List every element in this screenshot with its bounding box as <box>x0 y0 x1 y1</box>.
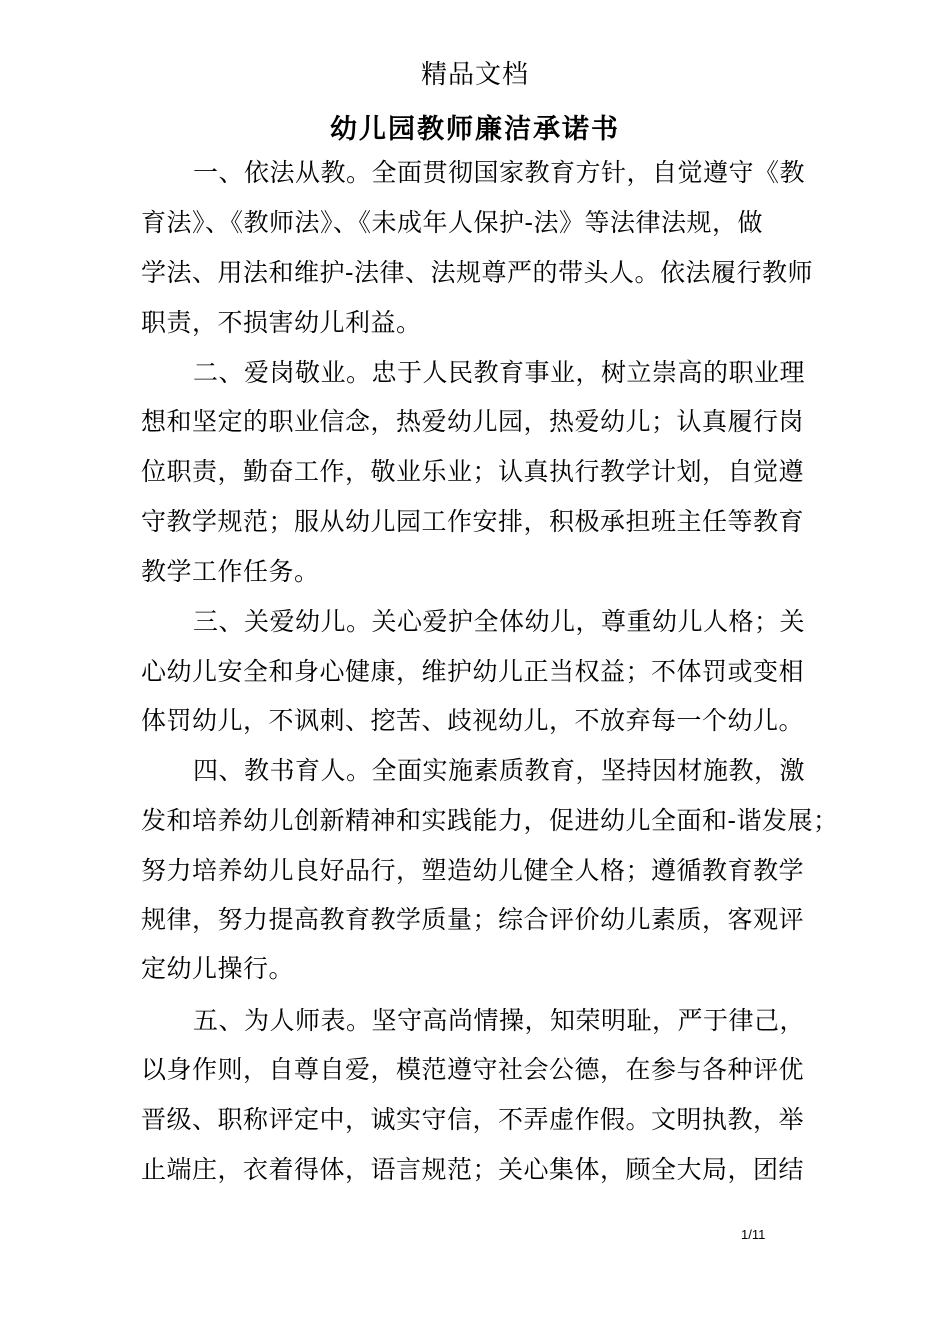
text-line: 想和坚定的职业信念，热爱幼儿园，热爱幼儿；认真履行岗 <box>141 407 805 436</box>
text-line: 一、依法从教。全面贯彻国家教育方针，自觉遵守《教 <box>193 158 806 187</box>
page-header-label: 精品文档 <box>420 60 529 90</box>
text-line: 晋级、职称评定中，诚实守信，不弄虚作假。文明执教，举 <box>141 1105 805 1134</box>
text-line: 以身作则，自尊自爱，模范遵守社会公德，在参与各种评优 <box>141 1055 805 1084</box>
text-line: 努力培养幼儿良好品行，塑造幼儿健全人格；遵循教育教学 <box>141 856 805 885</box>
text-line: 职责，不损害幼儿利益。 <box>141 308 422 337</box>
text-line: 位职责，勤奋工作，敬业乐业；认真执行教学计划，自觉遵 <box>141 457 805 486</box>
text-line: 学法、用法和维护-法律、法规尊严的带头人。依法履行教师 <box>141 258 813 287</box>
text-line: 二、爱岗敬业。忠于人民教育事业，树立崇高的职业理 <box>193 358 806 387</box>
text-line: 教学工作任务。 <box>141 557 320 586</box>
text-line: 止端庄，衣着得体，语言规范；关心集体，顾全大局，团结 <box>141 1155 805 1184</box>
text-line: 发和培养幼儿创新精神和实践能力，促进幼儿全面和-谐发展； <box>141 806 839 835</box>
text-line: 五、为人师表。坚守高尚情操，知荣明耻，严于律己， <box>193 1006 806 1035</box>
page-number: 1/11 <box>741 1227 766 1242</box>
text-line: 育法》、《教师法》、《未成年人保护-法》等法律法规，做 <box>141 208 763 237</box>
text-line: 三、关爱幼儿。关心爱护全体幼儿，尊重幼儿人格；关 <box>193 607 806 636</box>
text-line: 体罚幼儿，不讽刺、挖苦、歧视幼儿，不放弃每一个幼儿。 <box>141 706 805 735</box>
text-line: 规律，努力提高教育教学质量；综合评价幼儿素质，客观评 <box>141 905 805 934</box>
text-line: 四、教书育人。全面实施素质教育，坚持因材施教，激 <box>193 756 806 785</box>
text-line: 心幼儿安全和身心健康，维护幼儿正当权益；不体罚或变相 <box>141 657 805 686</box>
text-line: 定幼儿操行。 <box>141 954 295 983</box>
document-title: 幼儿园教师廉洁承诺书 <box>330 114 620 145</box>
text-line: 守教学规范；服从幼儿园工作安排，积极承担班主任等教育 <box>141 507 805 536</box>
